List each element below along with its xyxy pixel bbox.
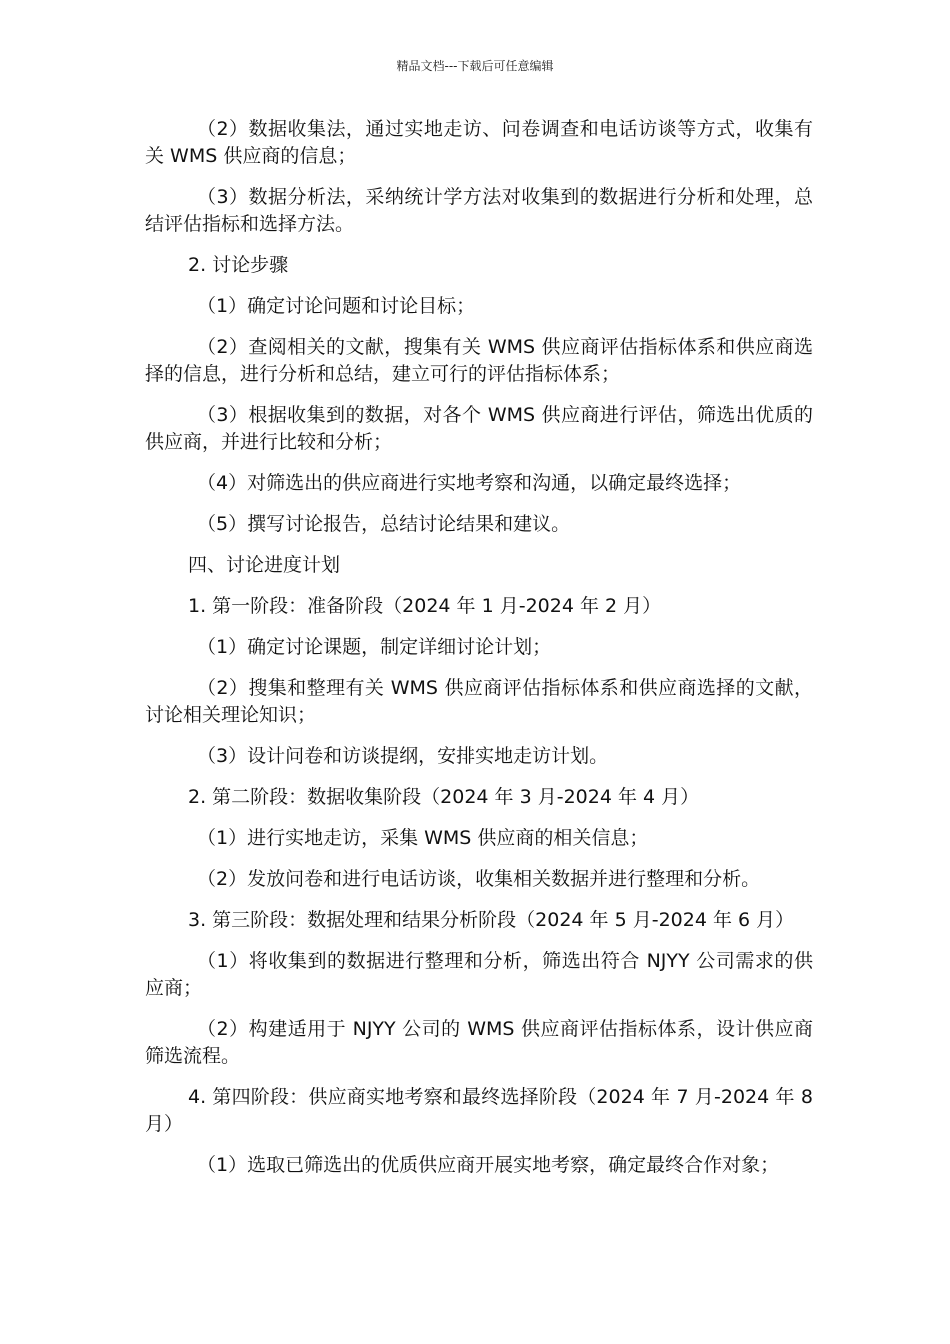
page-header: 精品文档---下载后可任意编辑 [396, 59, 554, 73]
phase-heading: 3. 第三阶段：数据处理和结果分析阶段（2024 年 5 月-2024 年 6 月） [188, 909, 795, 931]
paragraph: （2）搜集和整理有关 WMS 供应商评估指标体系和供应商选择的文献，讨论相关理论知识； [145, 677, 813, 726]
paragraph: （3）数据分析法，采纳统计学方法对收集到的数据进行分析和处理，总结评估指标和选择方法。 [145, 186, 813, 235]
phase-heading: 1. 第一阶段：准备阶段（2024 年 1 月-2024 年 2 月） [188, 595, 662, 617]
paragraph: （1）将收集到的数据进行整理和分析，筛选出符合 NJYY 公司需求的供应商； [145, 950, 813, 999]
paragraph: （4）对筛选出的供应商进行实地考察和沟通，以确定最终选择； [197, 472, 742, 494]
paragraph: （2）查阅相关的文献，搜集有关 WMS 供应商评估指标体系和供应商选择的信息，进行分析和总结，建立可行的评估指标体系； [145, 336, 813, 385]
paragraph: （2）构建适用于 NJYY 公司的 WMS 供应商评估指标体系，设计供应商筛选流程。 [145, 1018, 813, 1067]
section-heading: 2. 讨论步骤 [188, 254, 289, 276]
paragraph: （1）进行实地走访，采集 WMS 供应商的相关信息； [197, 827, 649, 849]
paragraph: （1）确定讨论问题和讨论目标； [197, 295, 476, 317]
section-heading: 四、讨论进度计划 [188, 554, 341, 576]
paragraph: （3）根据收集到的数据，对各个 WMS 供应商进行评估，筛选出优质的供应商，并进行比较和分析； [145, 404, 813, 453]
phase-heading: 2. 第二阶段：数据收集阶段（2024 年 3 月-2024 年 4 月） [188, 786, 700, 808]
paragraph: （3）设计问卷和访谈提纲，安排实地走访计划。 [197, 745, 609, 767]
paragraph: （5）撰写讨论报告，总结讨论结果和建议。 [197, 513, 571, 535]
paragraph: （1）确定讨论课题，制定详细讨论计划； [197, 636, 552, 658]
paragraph: （2）发放问卷和进行电话访谈，收集相关数据并进行整理和分析。 [197, 868, 761, 890]
paragraph: （2）数据收集法，通过实地走访、问卷调查和电话访谈等方式，收集有关 WMS 供应商的信息； [145, 118, 813, 167]
document-body [145, 116, 813, 1193]
phase-heading: 4. 第四阶段：供应商实地考察和最终选择阶段（2024 年 7 月-2024 年 8 月） [145, 1086, 813, 1135]
paragraph: （1）选取已筛选出的优质供应商开展实地考察，确定最终合作对象； [197, 1154, 780, 1176]
